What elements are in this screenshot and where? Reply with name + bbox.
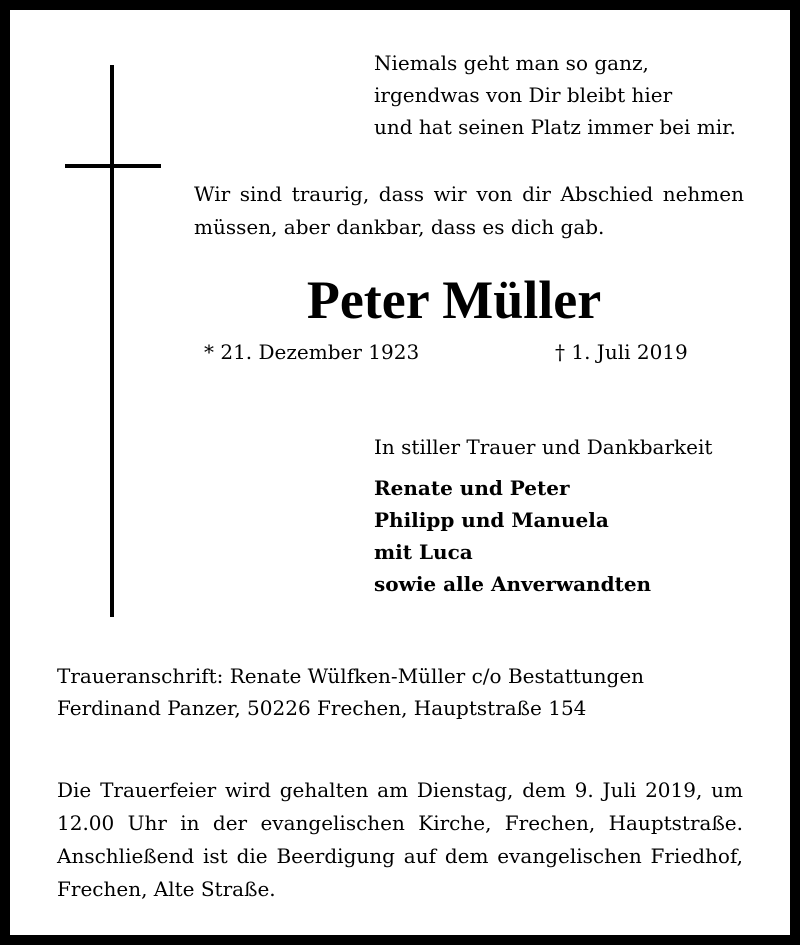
address-line: Traueranschrift: Renate Wülfken-Müller c/o Bestattungen	[57, 664, 645, 688]
motto-line: Niemals geht man so ganz,	[374, 51, 649, 75]
motto-verse	[374, 47, 736, 143]
deceased-name: Peter Müller	[306, 270, 602, 330]
birth-date: * 21. Dezember 1923	[204, 340, 420, 364]
motto-line: und hat seinen Platz immer bei mir.	[374, 115, 736, 139]
ceremony-line: Anschließend ist die Beerdigung auf dem evangelischen Friedhof,	[57, 844, 743, 868]
death-date: † 1. Juli 2019	[555, 340, 688, 364]
intro-text	[194, 178, 744, 244]
motto-line: irgendwas von Dir bleibt hier	[374, 83, 673, 107]
mourning-line: In stiller Trauer und Dankbarkeit	[374, 435, 713, 459]
intro-line: müssen, aber dankbar, dass es dich gab.	[194, 215, 605, 239]
address-line: Ferdinand Panzer, 50226 Frechen, Hauptstraße 154	[57, 696, 587, 720]
mourners-list	[374, 472, 651, 600]
intro-line: Wir sind traurig, dass wir von dir Abschied nehmen	[194, 182, 744, 206]
mourner-entry: sowie alle Anverwandten	[374, 572, 652, 596]
ceremony-line: Frechen, Alte Straße.	[57, 877, 276, 901]
ceremony-line: Die Trauerfeier wird gehalten am Dienstag, dem 9. Juli 2019, um	[57, 778, 743, 802]
ceremony-notice	[57, 774, 743, 906]
mourner-entry: Renate und Peter	[374, 476, 570, 500]
cross-horizontal-bar	[65, 164, 161, 168]
mourning-address	[57, 660, 644, 724]
mourner-entry: mit Luca	[374, 540, 473, 564]
ceremony-line: 12.00 Uhr in der evangelischen Kirche, Frechen, Hauptstraße.	[57, 811, 743, 835]
mourner-entry: Philipp und Manuela	[374, 508, 609, 532]
cross-vertical-bar	[110, 65, 114, 617]
